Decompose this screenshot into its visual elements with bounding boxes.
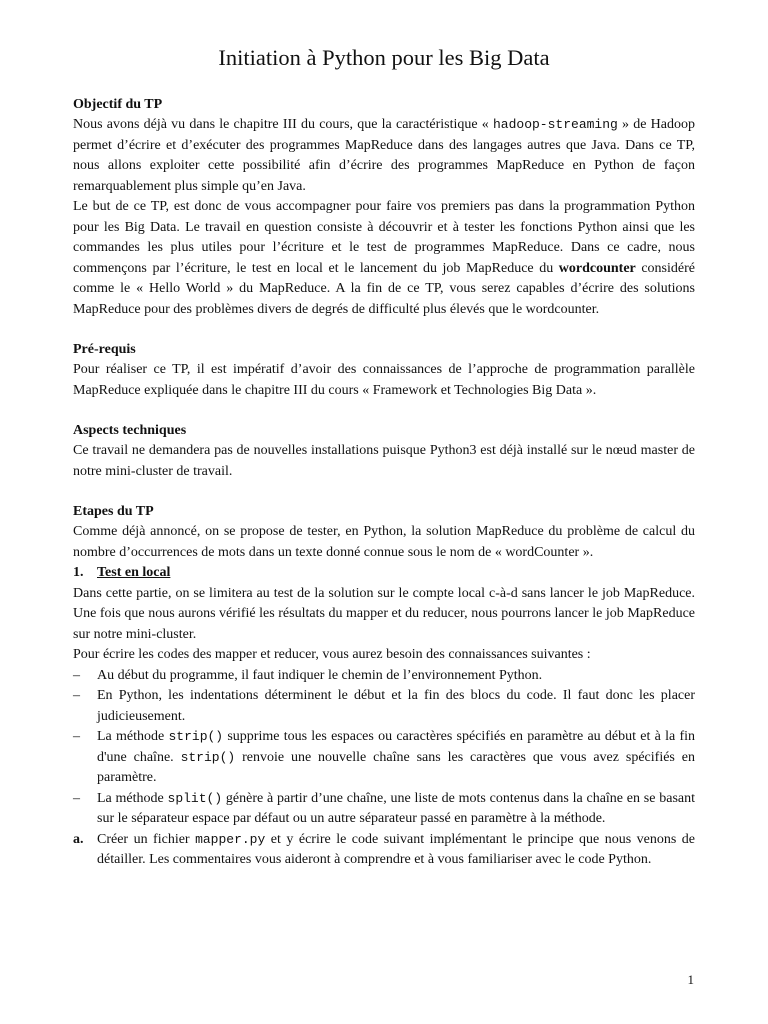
- objectif-paragraph-1: [73, 115, 695, 197]
- dash-marker: –: [73, 790, 80, 806]
- dash-marker: –: [73, 729, 80, 744]
- aspects-paragraph: Ce travail ne demandera pas de nouvelles installations puisque Python3 est déjà installé sur le nœud master de notre mini-cluster de travail.: [73, 443, 695, 479]
- text-run: La méthode: [97, 729, 169, 744]
- code-hadoop-streaming: hadoop-streaming: [493, 117, 618, 132]
- text-run: supprime tous les espaces ou caractères spécifiés en paramètre au début et à la fin d'une chaîne.: [97, 729, 695, 765]
- document-page: [73, 44, 695, 871]
- code-strip: strip(): [168, 729, 224, 744]
- section-heading-prerequis: Pré-requis: [73, 342, 136, 357]
- code-strip: strip(): [180, 749, 236, 765]
- section-heading-etapes: Etapes du TP: [73, 504, 154, 519]
- item-a-marker: a.: [73, 831, 84, 847]
- step-title-text: Test en local: [97, 565, 171, 580]
- list-item-text: Au début du programme, il faut indiquer le chemin de l’environnement Python.: [97, 667, 543, 683]
- text-run: Créer un fichier: [97, 831, 196, 847]
- section-etapes: [73, 502, 695, 871]
- section-aspects: [73, 421, 695, 482]
- list-item-text: En Python, les indentations déterminent le début et la fin des blocs du code. Il faut donc les placer judicieusement.: [97, 688, 695, 724]
- text-run: Nous avons déjà vu dans le chapitre III du cours, que la caractéristique «: [73, 117, 493, 132]
- code-mapper-py: mapper.py: [195, 831, 266, 847]
- objectif-paragraph-2: [73, 197, 695, 320]
- text-run: renvoie une nouvelle chaîne sans les caractères que vous avez spécifiés en paramètre.: [97, 749, 695, 785]
- list-item: [73, 666, 695, 687]
- item-a: [73, 830, 695, 871]
- section-heading-objectif: Objectif du TP: [73, 97, 163, 112]
- step-1-title: [73, 563, 695, 584]
- step-number: 1.: [73, 565, 84, 580]
- list-item: [73, 789, 695, 830]
- text-run: Le but de ce TP, est donc de vous accompagner pour faire vos premiers pas dans la programmation Python pour les Big Data. Le travail en question consiste à découvrir et à tester les fonctions Python ainsi que les commandes les plus utiles pour l’écriture et le test de programmes MapReduce. Dans ce cadre, nous commençons par l’écriture, le test en local et le lancement du job MapReduce du: [73, 199, 695, 276]
- knowledge-list: [73, 666, 695, 830]
- step-1-paragraph-2: Pour écrire les codes des mapper et reducer, vous aurez besoin des connaissances suivantes :: [73, 647, 591, 662]
- text-run: » de Hadoop permet d’écrire et d’exécuter des programmes MapReduce dans des langages autres que Java. Dans ce TP, nous allons exploiter cette possibilité afin d’écrire des programmes MapReduce en Python de façon remarquablement plus simple qu’en Java.: [73, 117, 695, 194]
- bold-wordcounter: wordcounter: [558, 260, 636, 276]
- list-item: [73, 727, 695, 789]
- text-run: considéré comme le « Hello World » du MapReduce. A la fin de ce TP, vous serez capables d’écrire des solutions MapReduce pour des problèmes divers de degrés de difficulté plus élevés que le wordcounter.: [73, 260, 695, 317]
- list-item: [73, 686, 695, 727]
- code-split: split(): [167, 790, 223, 806]
- etapes-paragraph: Comme déjà annoncé, on se propose de tester, en Python, la solution MapReduce du problème de calcul du nombre d’occurrences de mots dans un texte donné connue sous le nom de « wordCounter ».: [73, 524, 695, 560]
- section-heading-aspects: Aspects techniques: [73, 423, 187, 438]
- prerequis-paragraph: Pour réaliser ce TP, il est impératif d’avoir des connaissances de l’approche de programmation parallèle MapReduce expliquée dans le chapitre III du cours « Framework et Technologies Big Data ».: [73, 362, 695, 398]
- document-title: Initiation à Python pour les Big Data: [218, 45, 550, 70]
- section-prerequis: [73, 340, 695, 401]
- dash-marker: –: [73, 667, 80, 683]
- step-1-paragraph-1: Dans cette partie, on se limitera au test de la solution sur le compte local c-à-d sans lancer le job MapReduce. Une fois que nous aurons vérifié les résultats du mapper et du reducer, nous pourrons lancer le job MapReduce sur notre mini-cluster.: [73, 585, 695, 642]
- page-number: 1: [687, 972, 694, 987]
- text-run: et y écrire le code suivant implémentant le principe que nous venons de détailler. Les commentaires vous aideront à comprendre et à vous familiariser avec le code Python.: [97, 831, 696, 867]
- text-run: La méthode: [97, 790, 168, 806]
- text-run: génère à partir d’une chaîne, une liste de mots contenus dans la chaîne en se basant sur le séparateur espace par défaut ou un autre séparateur passé en paramètre à la méthode.: [97, 790, 695, 826]
- dash-marker: –: [73, 688, 80, 703]
- section-objectif: [73, 95, 695, 320]
